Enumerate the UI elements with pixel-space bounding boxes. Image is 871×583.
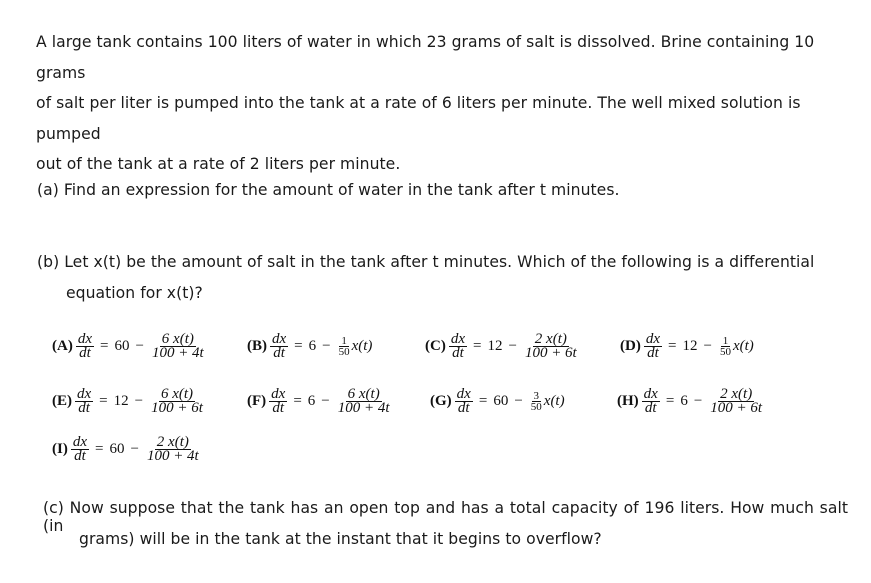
part-a-question: (a) Find an expression for the amount of water in the tank after t minutes. [37, 181, 620, 199]
option-i[interactable]: (I) $\frac{dx}{dt}$ = 60 − $\frac{2 x(t)}{100 + 4t}$ [52, 434, 199, 464]
option-e-fraction: $\frac{6 x(t)}{100 + 6t}$ [151, 386, 203, 416]
option-f-derivative: $\frac{dx}{dt}$ [271, 386, 286, 416]
option-g-constant: 60 [493, 393, 509, 409]
intro-line-1: A large tank contains 100 liters of water in which 23 grams of salt is dissolved. Brine containing 10 grams [36, 33, 815, 82]
option-i-label: (I) [52, 441, 68, 457]
option-i-constant: 60 [109, 441, 125, 457]
option-f-constant: 6 [307, 393, 316, 409]
option-d-label: (D) [620, 338, 641, 354]
option-e-derivative: $\frac{dx}{dt}$ [77, 386, 92, 416]
option-b-tail: x(t) [351, 338, 373, 354]
option-c-label: (C) [425, 338, 446, 354]
option-c-constant: 12 [487, 338, 503, 354]
problem-intro [36, 27, 836, 180]
option-a[interactable]: (A) $\frac{dx}{dt}$ = 60 − $\frac{6 x(t)}{100 + 4t}$ [52, 331, 204, 361]
option-c-fraction: $\frac{2 x(t)}{100 + 6t}$ [524, 331, 577, 361]
option-e-constant: 12 [113, 393, 129, 409]
option-a-label: (A) [52, 338, 73, 354]
option-g-derivative: $\frac{dx}{dt}$ [456, 386, 471, 416]
option-a-derivative: $\frac{dx}{dt}$ [77, 331, 92, 361]
option-h-derivative: $\frac{dx}{dt}$ [643, 386, 658, 416]
part-c-question-line-2: grams) will be in the tank at the instant that it begins to overflow? [79, 530, 602, 548]
option-d-derivative: $\frac{dx}{dt}$ [645, 331, 660, 361]
option-h[interactable]: (H) $\frac{dx}{dt}$ = 6 − $\frac{2 x(t)}{100 + 6t}$ [617, 386, 763, 416]
option-c-derivative: $\frac{dx}{dt}$ [450, 331, 465, 361]
option-d-constant: 12 [682, 338, 698, 354]
option-g-coefficient: $\frac{3}{50}$ [530, 390, 542, 413]
option-b-derivative: $\frac{dx}{dt}$ [272, 331, 287, 361]
option-i-derivative: $\frac{dx}{dt}$ [72, 434, 87, 464]
option-e[interactable]: (E) $\frac{dx}{dt}$ = 12 − $\frac{6 x(t)}{100 + 6t}$ [52, 386, 203, 416]
option-g-tail: x(t) [543, 393, 565, 409]
option-a-fraction: $\frac{6 x(t)}{100 + 4t}$ [151, 331, 204, 361]
option-g[interactable]: (G) $\frac{dx}{dt}$ = 60 − $\frac{3}{50}$ x(t) [430, 386, 565, 416]
option-b-constant: 6 [308, 338, 317, 354]
option-g-label: (G) [430, 393, 452, 409]
option-d-coefficient: $\frac{1}{50}$ [719, 335, 731, 358]
intro-line-3: out of the tank at a rate of 2 liters per minute. [36, 155, 401, 173]
option-c[interactable]: (C) $\frac{dx}{dt}$ = 12 − $\frac{2 x(t)}{100 + 6t}$ [425, 331, 577, 361]
part-b-question-line-2: equation for x(t)? [66, 284, 203, 302]
option-f-fraction: $\frac{6 x(t)}{100 + 4t}$ [337, 386, 390, 416]
option-a-constant: 60 [114, 338, 130, 354]
option-b-coefficient: $\frac{1}{50}$ [338, 335, 350, 358]
option-i-fraction: $\frac{2 x(t)}{100 + 4t}$ [146, 434, 199, 464]
option-h-fraction: $\frac{2 x(t)}{100 + 6t}$ [710, 386, 763, 416]
option-b[interactable]: (B) $\frac{dx}{dt}$ = 6 − $\frac{1}{50}$ x(t) [247, 331, 373, 361]
option-e-label: (E) [52, 393, 72, 409]
option-d-tail: x(t) [732, 338, 754, 354]
intro-line-2: of salt per liter is pumped into the tank at a rate of 6 liters per minute. The well mixed solution is pumped [36, 94, 801, 143]
option-h-label: (H) [617, 393, 639, 409]
option-f[interactable]: (F) $\frac{dx}{dt}$ = 6 − $\frac{6 x(t)}{100 + 4t}$ [247, 386, 390, 416]
option-f-label: (F) [247, 393, 267, 409]
option-h-constant: 6 [680, 393, 688, 409]
option-d[interactable]: (D) $\frac{dx}{dt}$ = 12 − $\frac{1}{50}$ x(t) [620, 331, 754, 361]
option-b-label: (B) [247, 338, 267, 354]
part-c-question-line-1: (c) Now suppose that the tank has an open top and has a total capacity of 196 liters. How much salt (in [43, 499, 848, 535]
part-b-question-line-1: (b) Let x(t) be the amount of salt in the tank after t minutes. Which of the following is a differential [37, 253, 815, 271]
